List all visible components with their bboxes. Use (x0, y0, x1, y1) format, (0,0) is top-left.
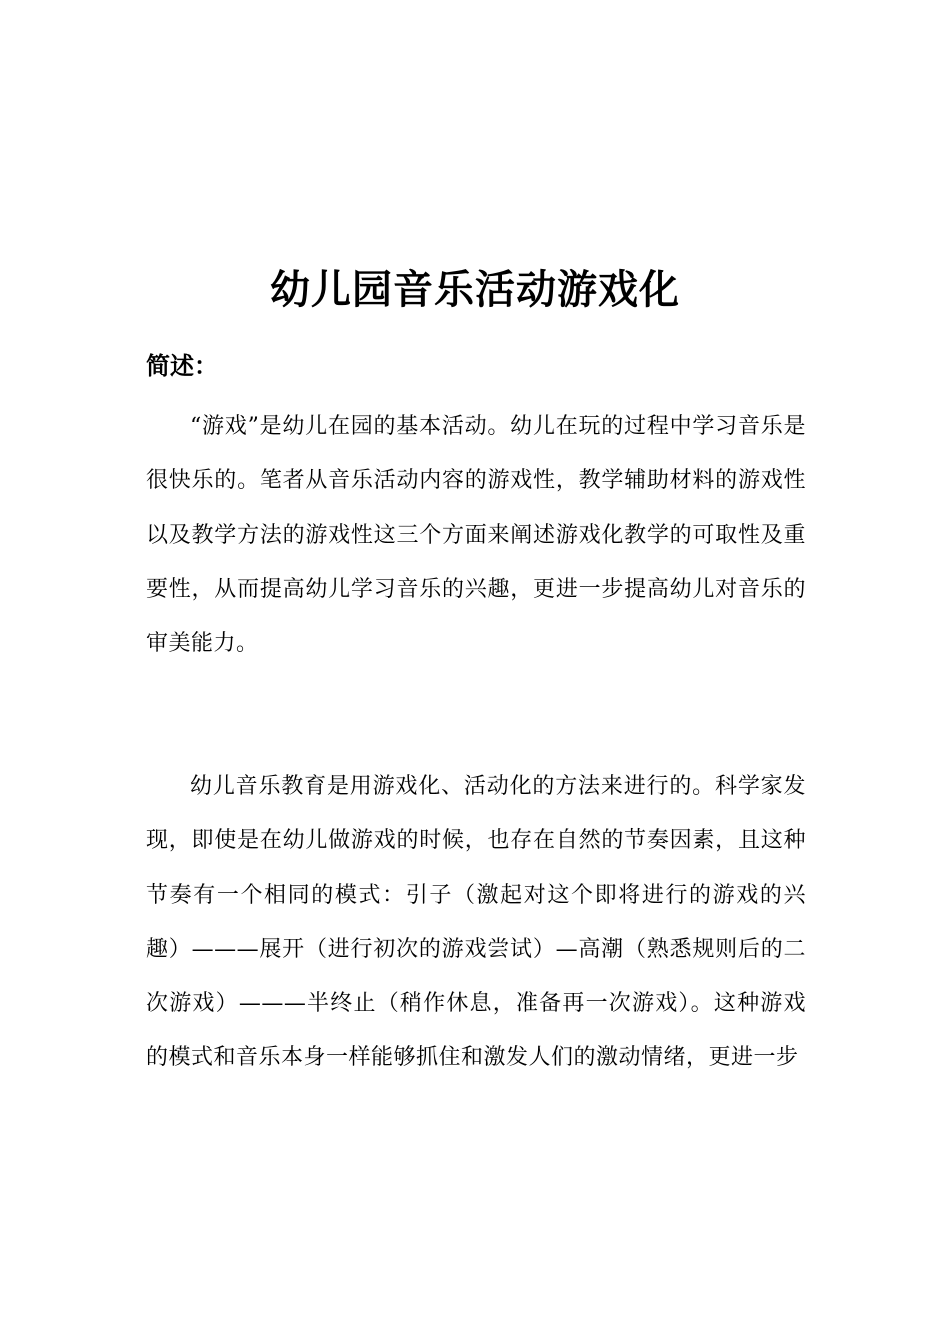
paragraph-2: 幼儿音乐教育是用游戏化、活动化的方法来进行的。科学家发现，即使是在幼儿做游戏的时候，也存在自然的节奏因素，且这种节奏有一个相同的模式：引子（激起对这个即将进行的游戏的兴趣）———展开（进行初次的游戏尝试）—高潮（熟悉规则后的二次游戏）———半终止（稍作休息，准备再一次游戏）。这种游戏的模式和音乐本身一样能够抓住和激发人们的激动情绪，更进一步 (146, 774, 806, 1071)
paragraph-1: “游戏”是幼儿在园的基本活动。幼儿在玩的过程中学习音乐是很快乐的。笔者从音乐活动内容的游戏性，教学辅助材料的游戏性以及教学方法的游戏性这三个方面来阐述游戏化教学的可取性及重要性，从而提高幼儿学习音乐的兴趣，更进一步提高幼儿对音乐的审美能力。 (146, 414, 806, 657)
section-label-summary: 简述： (146, 351, 218, 380)
document-title: 幼儿园音乐活动游戏化 (270, 266, 680, 313)
